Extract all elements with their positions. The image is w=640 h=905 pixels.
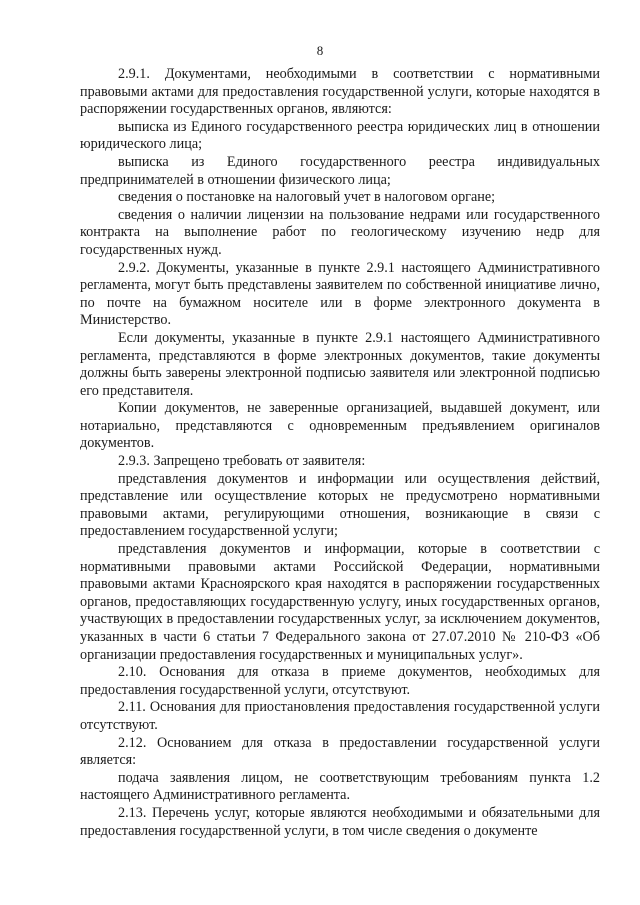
paragraph-tax-registration: сведения о постановке на налоговый учет в налоговом органе;: [118, 189, 496, 206]
paragraph-2-11: 2.11. Основания для приостановления предоставления государственной услуги отсутствуют.: [80, 699, 600, 733]
paragraph-2-9-2: 2.9.2. Документы, указанные в пункте 2.9.1 настоящего Административного регламента, могут быть представлены заявителем по собственной инициативе лично, по почте на бумажном носителе или в форме электронного документа в Министерство.: [80, 259, 600, 329]
paragraph-egrip-extract: выписка из Единого государственного реестра индивидуальных предпринимателей в отношении физического лица;: [80, 153, 600, 188]
paragraph-2-12: 2.12. Основанием для отказа в предоставлении государственной услуги является:: [80, 734, 600, 769]
paragraph-subsoil-license: сведения о наличии лицензии на пользование недрами или государственного контракта на выполнение работ по геологическому изучению недр для государственных нужд.: [80, 206, 600, 258]
paragraph-document-copies: Копии документов, не заверенные организацией, выдавшей документ, или нотариально, представляются с одновременным предъявлением оригиналов документов.: [80, 400, 600, 452]
paragraph-2-10: 2.10. Основания для отказа в приеме документов, необходимых для предоставления государственной услуги, отсутствуют.: [80, 664, 600, 698]
paragraph-2-13: 2.13. Перечень услуг, которые являются необходимыми и обязательными для предоставления государственной услуги, в том числе сведения о документе: [80, 804, 600, 839]
document-body: [80, 66, 600, 840]
paragraph-prohibited-requirement-2: представления документов и информации, которые в соответствии с нормативными правовыми актами Российской Федерации, нормативными правовыми актами Красноярского края находятся в распоряжении государственных органов, предоставляющих государственную услугу, иных государственных органов, участвующих в предоставлении государственных услуг, за исключением документов, указанных в части 6 статьи 7 Федерального закона от 27.07.2010 № 210-ФЗ «Об организации предоставления государственных и муниципальных услуг».: [80, 541, 600, 663]
paragraph-prohibited-requirement-1: представления документов и информации или осуществления действий, представление или осуществление которых не предусмотрено нормативными правовыми актами, регулирующими отношения, возникающие в связи с предоставлением государственной услуги;: [80, 470, 600, 540]
paragraph-2-9-1: 2.9.1. Документами, необходимыми в соответствии с нормативными правовыми актами для предоставления государственной услуги, которые находятся в распоряжении государственных органов, являются:: [80, 66, 600, 118]
page-number: 8: [316, 43, 324, 58]
paragraph-egrul-extract: выписка из Единого государственного реестра юридических лиц в отношении юридического лица;: [80, 118, 600, 153]
paragraph-refusal-ground: подача заявления лицом, не соответствующим требованиям пункта 1.2 настоящего Административного регламента.: [80, 769, 600, 804]
paragraph-2-9-3: 2.9.3. Запрещено требовать от заявителя:: [118, 453, 366, 470]
paragraph-electronic-documents: Если документы, указанные в пункте 2.9.1 настоящего Административного регламента, представляются в форме электронных документов, такие документы должны быть заверены электронной подписью заявителя или электронной подписью его представителя.: [80, 329, 600, 399]
